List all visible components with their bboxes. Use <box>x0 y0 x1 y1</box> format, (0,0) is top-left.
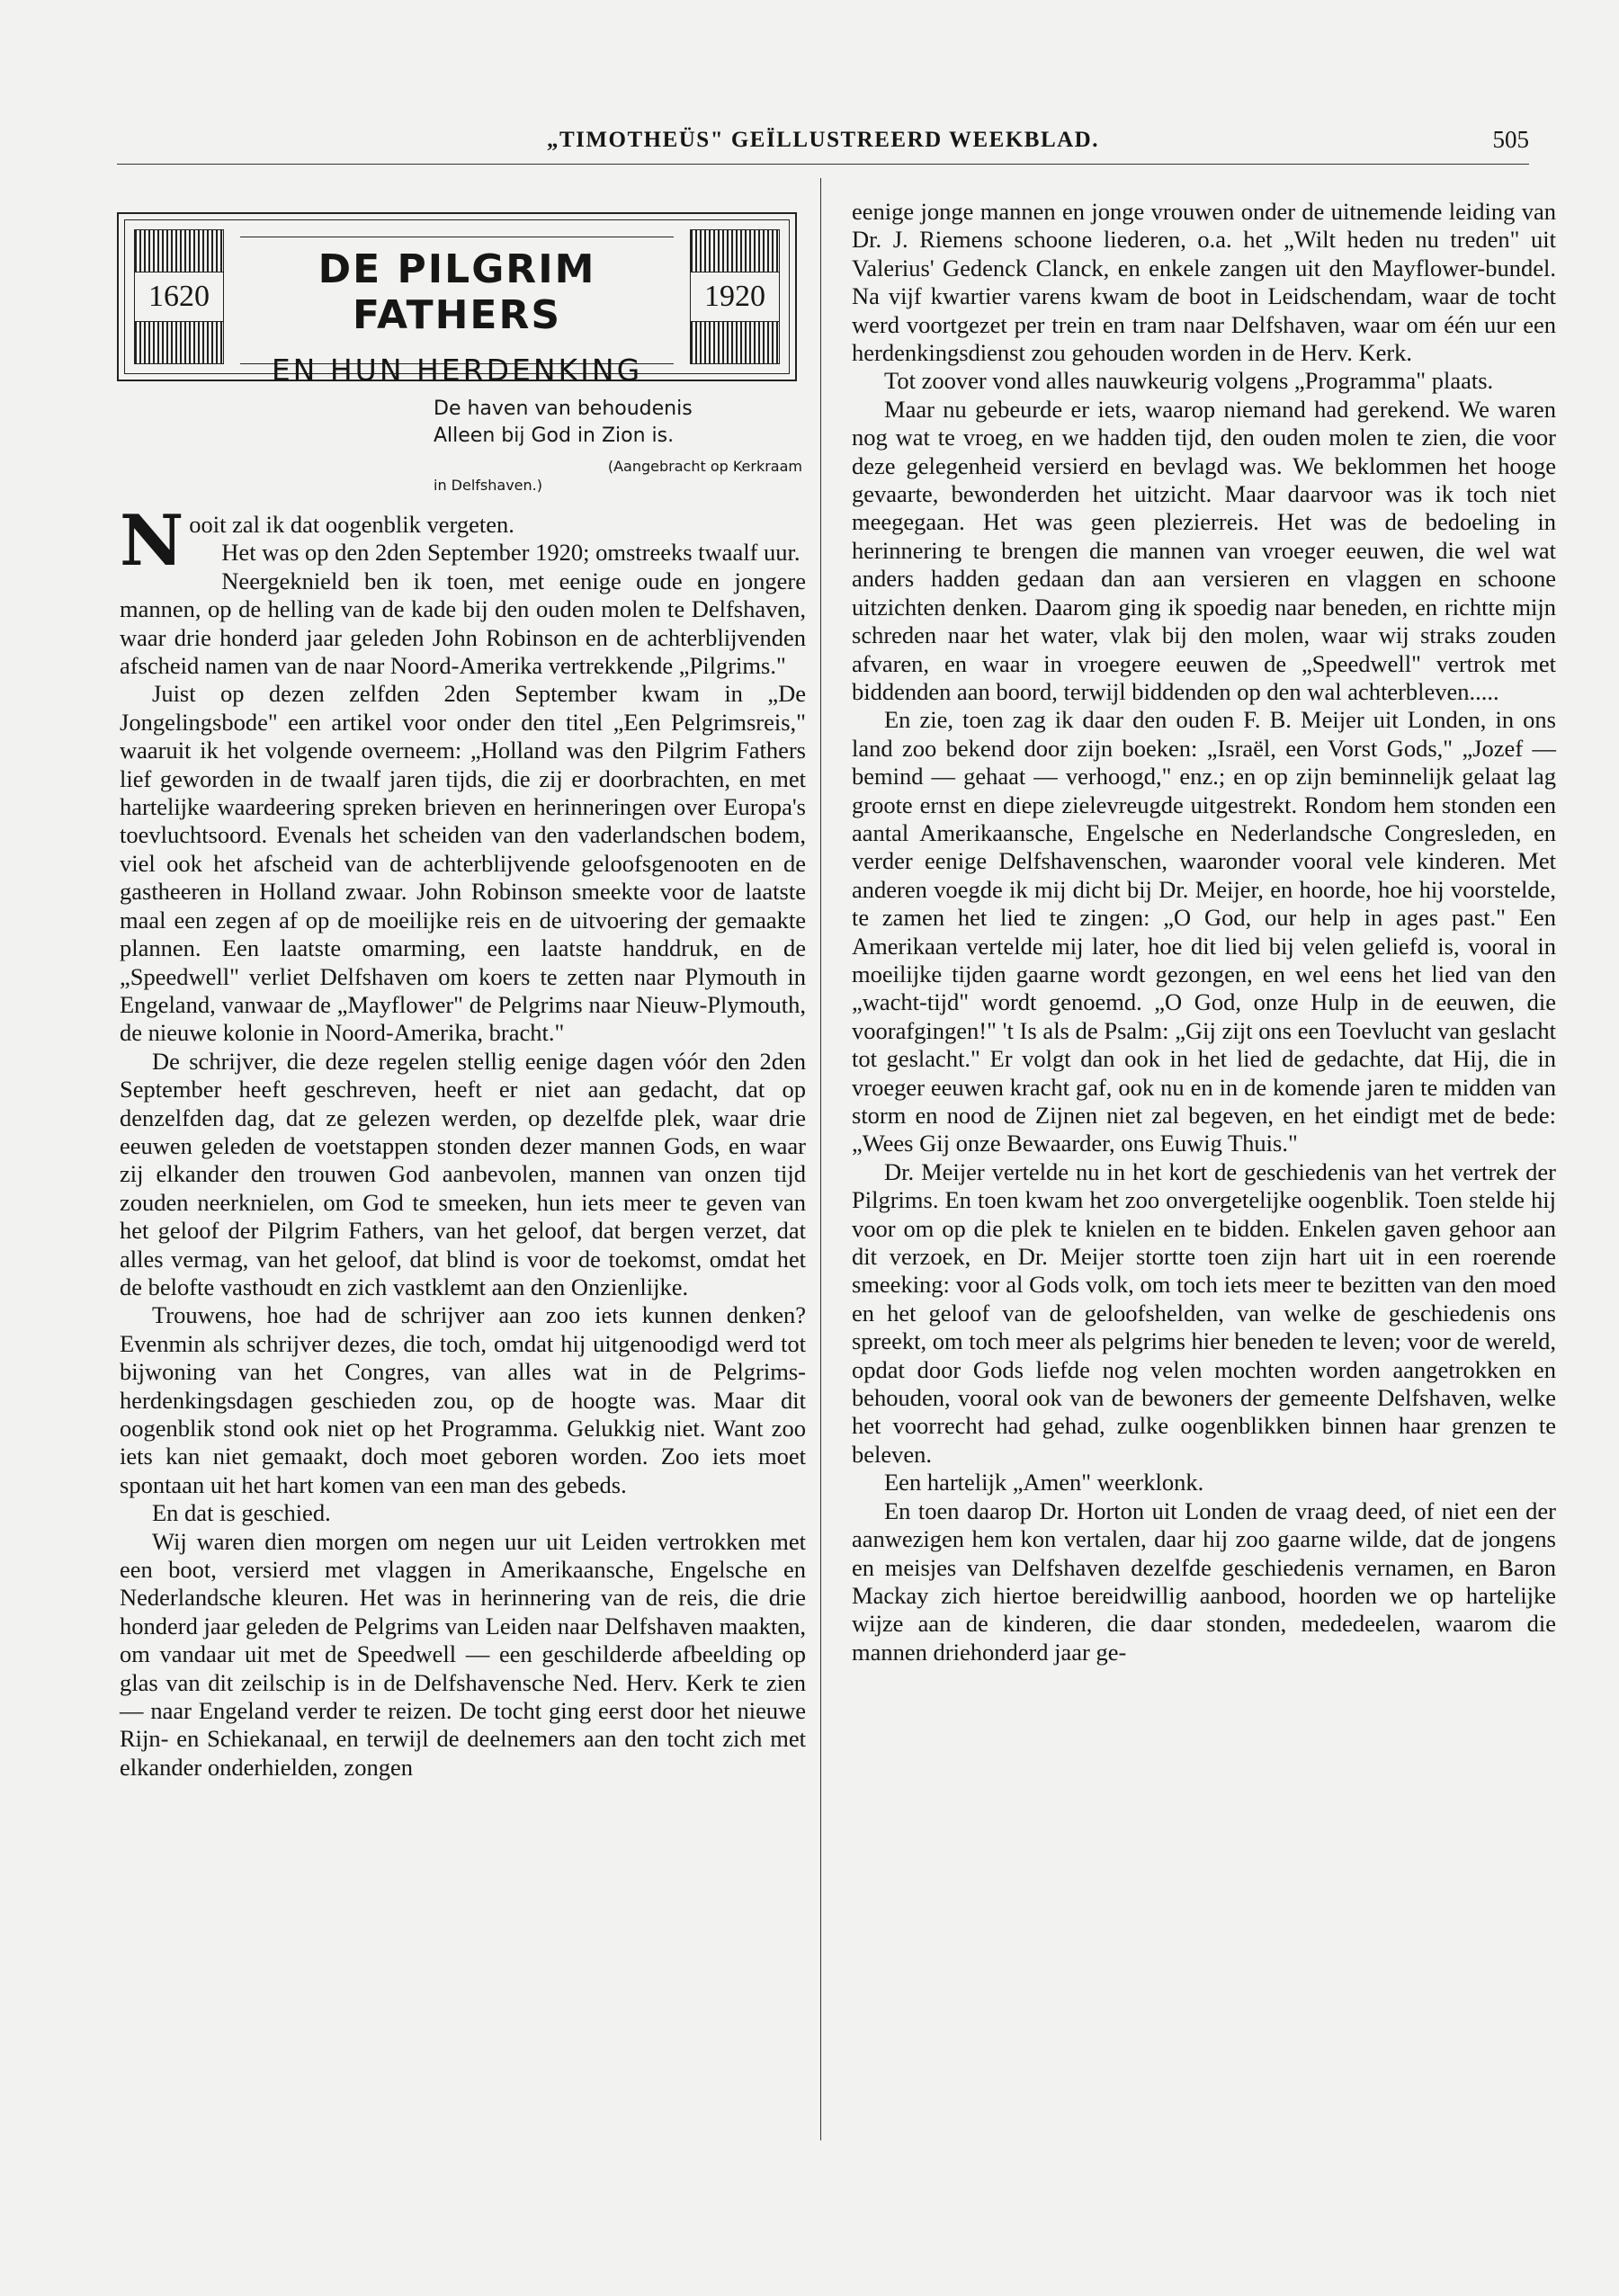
ornament-bars <box>134 229 224 272</box>
ornament-bars <box>690 229 780 272</box>
right-column <box>852 198 1556 1666</box>
paragraph: Het was op den 2den September 1920; omstreeks twaalf uur. <box>221 539 801 567</box>
year-block-right <box>690 229 780 364</box>
paragraph: Neergeknield ben ik toen, met eenige oude en jongere mannen, op de helling van de kade bij den ouden molen te Delfshaven, waar drie honderd jaar geleden John Robinson en de achterblijvenden afscheid namen van de naar Noord-Amerika vertrekkende „Pilgrims." <box>120 567 806 680</box>
motto-line: De haven van behoudenis <box>434 398 693 420</box>
paragraph: Wij waren dien morgen om negen uur uit Leiden vertrokken met een boot, versierd met vlaggen in Amerikaansche, Engelsche en Nederlandsche kleuren. Het was in herinnering van de reis, die drie honderd jaar geleden de Pelgrims van Leiden naar Delfshaven maakten, om vandaar uit met de Speedwell — een geschilderde afbeelding op glas van dit zeilschip is in de Delfshavensche Ned. Herv. Kerk te zien — naar Engeland verder te reizen. De tocht ging eerst door het nieuwe Rijn- en Schiekanaal, en terwijl de deelnemers aan den tocht zich met elkander onderhielden, zongen <box>120 1527 806 1781</box>
paragraph: Tot zoover vond alles nauwkeurig volgens „Programma" plaats. <box>884 367 1494 395</box>
motto-caption <box>434 457 802 495</box>
year-right: 1920 <box>690 272 780 321</box>
paragraph: En zie, toen zag ik daar den ouden F. B. Meijer uit Londen, in ons land zoo bekend door zijn boeken: „Israël, een Vorst Gods," „Jozef — bemind — gehaat — verhoogd," enz.; en op zijn beminnelijk gelaat lag groote ernst en diepe zielevreugde uitgestrekt. Rondom hem stonden een aantal Amerikaansche, Engelsche en Nederlandsche Congresleden, en verder eenige Delfshavenschen, waaronder vooral vele kinderen. Met anderen voegde ik mij dicht bij Dr. Meijer, en hoorde, hoe hij voorstelde, te zamen het lied te zingen: „O God, our help in ages past." Een Amerikaan vertelde mij later, hoe dit lied bij velen geliefd is, vooral in moeilijke tijden gaarne wordt gezongen, en wel eens het lied van den „wacht-tijd" wordt genoemd. „O God, onze Hulp in de eeuwen, die voorafgingen!" 't Is als de Psalm: „Gij zijt ons een Toevlucht van geslacht tot geslacht." Er volgt dan ook in het lied de gedachte, dat Hij, die in vroeger eeuwen kracht gaf, ook nu en in de komende jaren te midden van storm en nood de Zijnen niet zal begeven, en het eindigt met de bede: „Wees Gij onze Bewaarder, ons Euwig Thuis." <box>852 706 1556 1157</box>
paragraph: En toen daarop Dr. Horton uit Londen de vraag deed, of niet een der aanwezigen hem kon vertalen, daar hij zoo gaarne wilde, dat de jongens en meisjes van Delfshaven dezelfde geschiedenis vernamen, en Baron Mackay zich hiertoe bereidwillig aanbood, hoorden we op hartelijke wijze aan de kinderen, die daar stonden, mededeelen, waarom die mannen driehonderd jaar ge- <box>852 1496 1556 1666</box>
drop-cap: N <box>120 500 184 582</box>
title-frame <box>124 219 790 388</box>
title-center <box>240 237 674 388</box>
motto-line: Alleen bij God in Zion is. <box>434 424 675 447</box>
year-block-left <box>134 229 224 364</box>
paragraph: Trouwens, hoe had de schrijver aan zoo iets kunnen denken? Evenmin als schrijver dezes, die toch, omdat hij uitgenoodigd werd tot bijwoning van het Congres, van alles wat in de Pelgrims-herdenkingsdagen geschieden zou, op de hoogte was. Maar dit oogenblik stond ook niet op het Programma. Gelukkig niet. Want zoo iets kan niet gemaakt, doch moet geboren worden. Zoo iets moet spontaan uit het hart komen van een man des gebeds. <box>120 1301 806 1498</box>
paragraph: Een hartelijk „Amen" weerklonk. <box>884 1469 1204 1496</box>
page-number: 505 <box>1492 126 1529 153</box>
paragraph: De schrijver, die deze regelen stellig eenige dagen vóór den 2den September heeft geschreven, heeft er niet aan gedacht, dat op denzelfden dag, dat ze gelezen werden, op dezelfde plek, waar drie eeuwen geleden de voetstappen stonden dezer mannen Gods, en waar zij elkander den trouwen God aanbevolen, mannen van onzen tijd zouden neerknielen, om God te smeeken, hun iets meer te geven van het geloof der Pilgrim Fathers, van het geloof, dat bergen verzet, dat alles vermag, van het geloof, dat blind is voor de toekomst, omdat het de belofte vasthoudt en zich vastklemt aan den Onzienlijke. <box>120 1047 806 1300</box>
paragraph: eenige jonge mannen en jonge vrouwen onder de uitnemende leiding van Dr. J. Riemens schoone liederen, o.a. het „Wilt heden nu treden" uit Valerius' Gedenck Clanck, en enkele zangen uit den Mayflower-bundel. Na vijf kwartier varens kwam de boot in Leidschendam, waar de tocht werd voortgezet per trein en tram naar Delfshaven, waar om één uur een herdenkingsdienst zou gehouden worden in de Herv. Kerk. <box>852 198 1556 367</box>
ornament-bars <box>690 321 780 364</box>
ornament-bars <box>134 321 224 364</box>
paragraph: En dat is geschied. <box>152 1499 331 1527</box>
running-header <box>117 128 1529 165</box>
article-subtitle: EN HUN HERDENKING <box>271 353 643 388</box>
paragraph-text: ooit zal ik dat oogenblik vergeten. <box>189 511 514 538</box>
year-left: 1620 <box>134 272 224 321</box>
column-divider <box>820 178 821 2140</box>
caption-line: (Aangebracht op Kerkraam <box>607 458 802 475</box>
caption-line: in Delfshaven.) <box>434 477 542 494</box>
motto <box>434 396 793 450</box>
paragraph: Dr. Meijer vertelde nu in het kort de geschiedenis van het vertrek der Pilgrims. En toen kwam het zoo onvergetelijke oogenblik. Toen stelde hij voor om op die plek te knielen en te bidden. Enkelen gaven gehoor aan dit verzoek, en Dr. Meijer stortte toen zijn hart uit in een roerende smeeking: voor al Gods volk, om toch iets meer te bezitten van den moed en het geloof van de geloofshelden, van welke de geschiedenis ons spreekt, om toch meer als pelgrims hier beneden te leven; voor de wereld, opdat door Gods liefde nog velen mochten worden aangetrokken en behouden, vooral ook van de bewoners der gemeente Delfshaven, welke het voorrecht had gehad, zulke oogenblikken binnen haar grenzen te beleven. <box>852 1157 1556 1468</box>
paragraph: Juist op dezen zelfden 2den September kwam in „De Jongelingsbode" een artikel voor onder den titel „Een Pelgrimsreis," waaruit ik het volgende overneem: „Holland was den Pilgrim Fathers lief geworden in de twaalf jaren tijds, die zij er doorbrachten, en met hartelijke waardeering spreken brieven en herinneringen over Europa's toevluchtsoord. Evenals het scheiden van den vaderlandschen bodem, viel ook het afscheid van de achterblijvende geloofsgenooten en de gastheeren in Holland zwaar. John Robinson smeekte voor de laatste maal een zegen af op de moeilijke reis en de uitvoering der gemaakte plannen. Een laatste omarming, een laatste handdruk, en de „Speedwell" verliet Delfshaven om koers te zetten naar Plymouth in Engeland, vanwaar de „Mayflower" de Pelgrims naar Nieuw-Plymouth, de nieuwe kolonie in Noord-Amerika, bracht." <box>120 680 806 1047</box>
title-box <box>117 212 797 388</box>
article-title: DE PILGRIM FATHERS <box>318 246 596 338</box>
left-column <box>120 500 806 1782</box>
paragraph: Maar nu gebeurde er iets, waarop niemand had gerekend. We waren nog wat te vroeg, en we hadden tijd, den ouden molen te zien, die voor deze gelegenheid versierd en bevlagd was. We beklommen het hooge gevaarte, bewonderden het uitzicht. Maar daarvoor was ik toch niet meegegaan. Het was geen plezierreis. Het was de bedoeling in herinnering te brengen die mannen van vroeger eeuwen, die wel wat anders hadden gedaan dan aan versieren en vlaggen en schoone uitzichten denken. Daarom ging ik spoedig naar beneden, en richtte mijn schreden naar het water, vlak bij den molen, waar wij straks zouden afvaren, en waar in vroegere eeuwen de „Speedwell" vertrok met biddenden aan boord, terwijl biddenden op den wal achterbleven..... <box>852 395 1556 705</box>
running-title: „TIMOTHEÜS" GEÏLLUSTREERD WEEKBLAD. <box>547 128 1099 152</box>
